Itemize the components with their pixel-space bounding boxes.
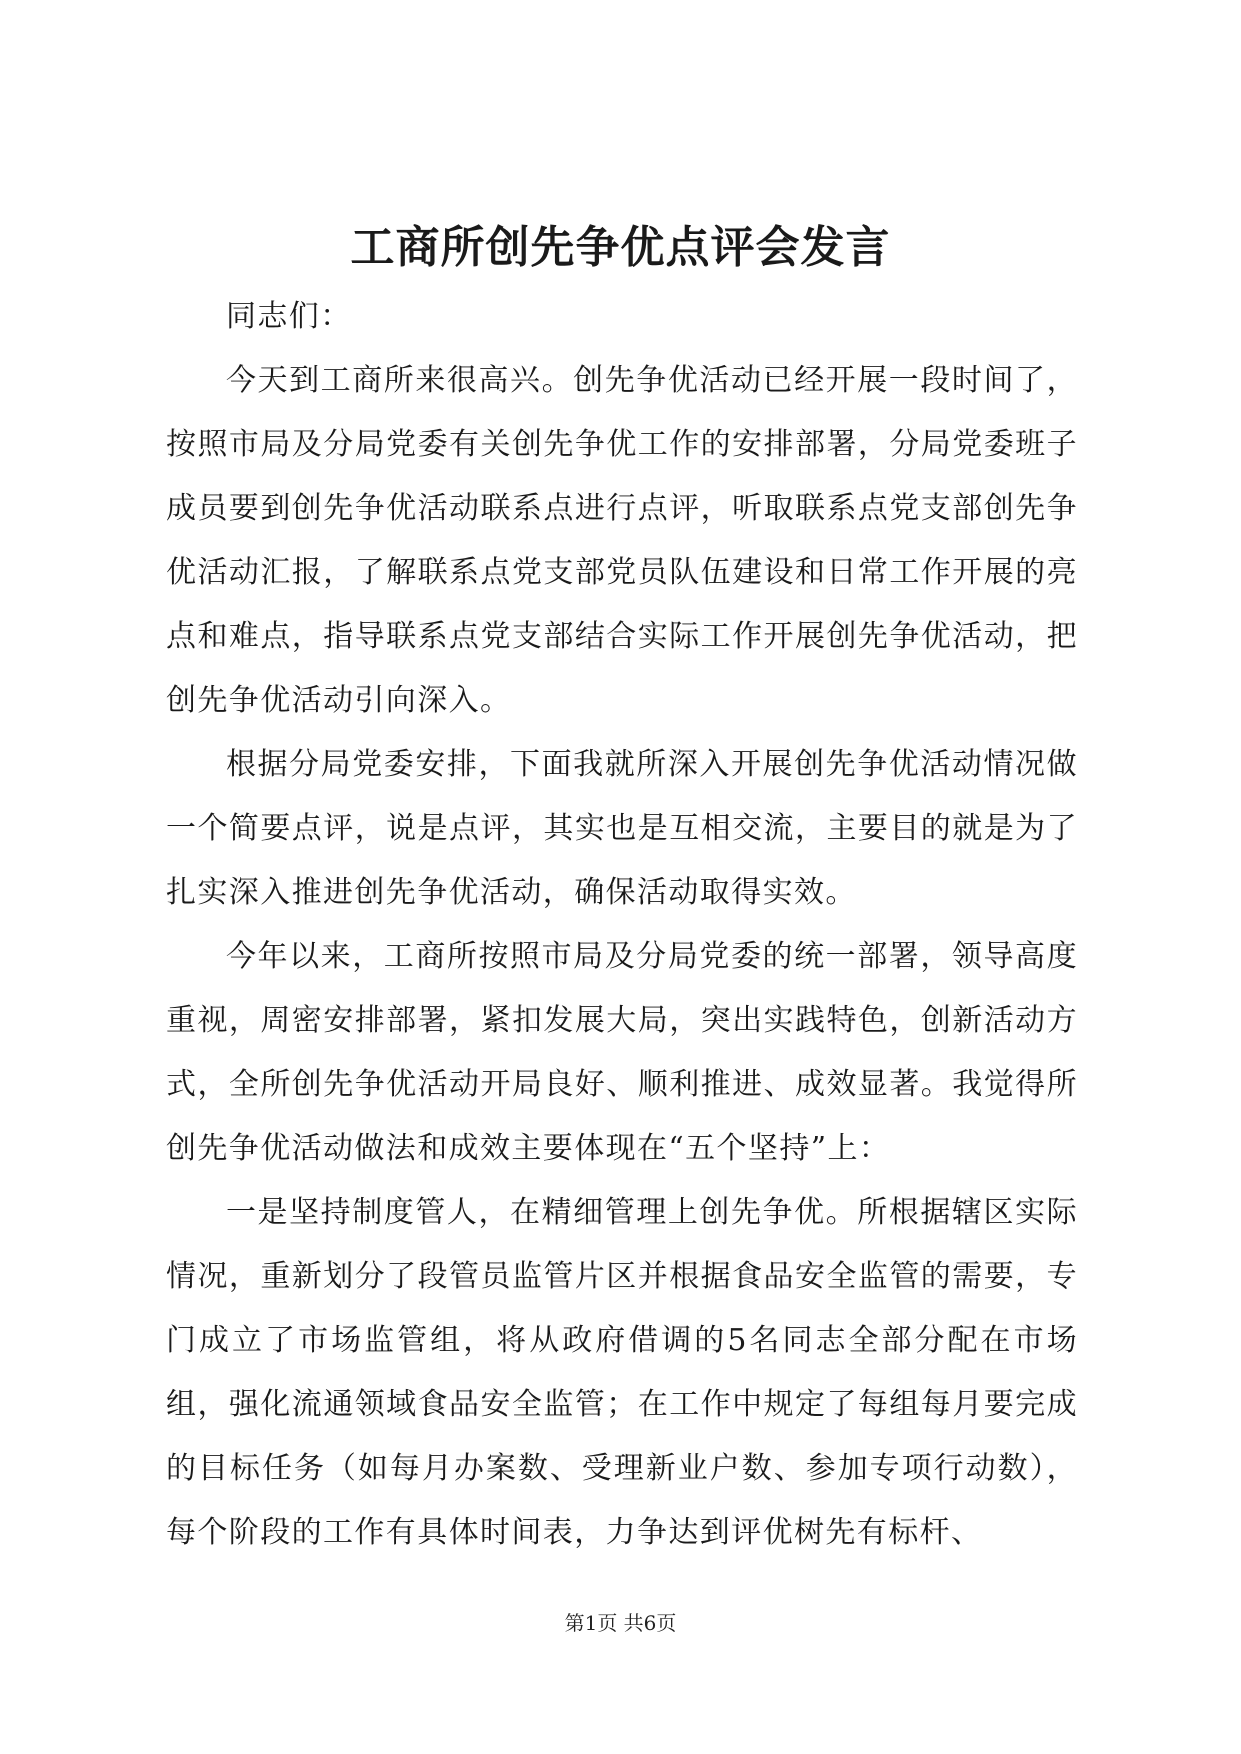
page-number-footer: 第1页 共6页 bbox=[564, 1611, 677, 1635]
document-title: 工商所创先争优点评会发言 bbox=[350, 222, 891, 273]
paragraph: 今年以来，工商所按照市局及分局党委的统一部署，领导高度重视，周密安排部署，紧扣发展大局，突出实践特色，创新活动方式，全所创先争优活动开局良好、顺利推进、成效显著。我觉得所创先争优活动做法和成效主要体现在“五个坚持”上： bbox=[166, 939, 1078, 1166]
paragraph: 一是坚持制度管人，在精细管理上创先争优。所根据辖区实际情况，重新划分了段管员监管片区并根据食品安全监管的需要，专门成立了市场监管组，将从政府借调的5名同志全部分配在市场组，强化流通领域食品安全监管；在工作中规定了每组每月要完成的目标任务（如每月办案数、受理新业户数、参加专项行动数），每个阶段的工作有具体时间表，力争达到评优树先有标杆、 bbox=[166, 1195, 1078, 1550]
document-body bbox=[166, 285, 1078, 1565]
paragraph: 今天到工商所来很高兴。创先争优活动已经开展一段时间了，按照市局及分局党委有关创先争优工作的安排部署，分局党委班子成员要到创先争优活动联系点进行点评，听取联系点党支部创先争优活动汇报，了解联系点党支部党员队伍建设和日常工作开展的亮点和难点，指导联系点党支部结合实际工作开展创先争优活动，把创先争优活动引向深入。 bbox=[166, 363, 1078, 718]
salutation: 同志们： bbox=[226, 299, 352, 334]
paragraph: 根据分局党委安排，下面我就所深入开展创先争优活动情况做一个简要点评，说是点评，其实也是互相交流，主要目的就是为了扎实深入推进创先争优活动，确保活动取得实效。 bbox=[166, 747, 1078, 910]
